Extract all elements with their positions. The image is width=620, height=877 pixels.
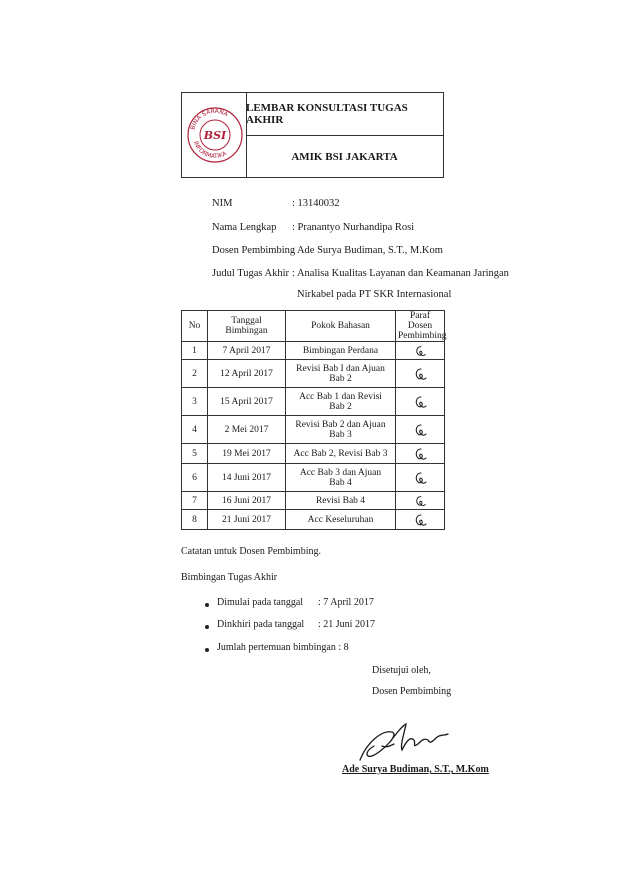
bsi-logo-mark: BSI — [203, 129, 227, 142]
cell-topic — [286, 444, 396, 464]
document-title: LEMBAR KONSULTASI TUGAS AKHIR — [246, 102, 408, 126]
cell-topic-line1: Acc Bab 1 dan Revisi — [299, 391, 382, 402]
cell-date: 19 Mei 2017 — [208, 444, 286, 464]
advisor-value: : Ade Surya Budiman, S.T., M.Kom — [292, 245, 443, 256]
nim-value: : 13140032 — [292, 198, 340, 209]
table-header-row — [182, 311, 445, 342]
cell-topic-line2: Bab 4 — [329, 477, 352, 488]
cell-date: 16 Juni 2017 — [208, 492, 286, 510]
cell-topic — [286, 510, 396, 530]
cell-topic — [286, 416, 396, 444]
cell-topic — [286, 464, 396, 492]
cell-topic-line1: Revisi Bab 2 dan Ajuan — [295, 419, 386, 430]
cell-topic-line2: Bab 2 — [329, 373, 352, 384]
paraf-signature — [396, 444, 445, 464]
svg-text:BINA SARANA: BINA SARANA — [189, 107, 230, 131]
table-row — [182, 464, 445, 492]
col-header-no: No — [182, 311, 208, 342]
cell-topic-line1: Acc Keseluruhan — [307, 514, 374, 525]
col-header-topic: Pokok Bahasan — [286, 311, 396, 342]
handwritten-signature — [352, 712, 472, 772]
cell-topic-line2: Bab 2 — [329, 401, 352, 412]
cell-no: 3 — [182, 388, 208, 416]
advisor-label: Dosen Pembimbing — [212, 245, 296, 256]
thesis-value-line1: : Analisa Kualitas Layanan dan Keamanan Jaringan — [292, 268, 509, 279]
paraf-signature — [396, 416, 445, 444]
nim-label: NIM — [212, 198, 233, 209]
name-value: : Pranantyo Nurhandipa Rosi — [292, 222, 415, 233]
bullet-icon — [205, 625, 209, 629]
cell-no: 8 — [182, 510, 208, 530]
start-label: Dimulai pada tanggal — [217, 597, 304, 608]
cell-topic-line1: Bimbingan Perdana — [302, 345, 379, 356]
cell-no: 7 — [182, 492, 208, 510]
bullet-icon — [205, 603, 209, 607]
institution-name: AMIK BSI JAKARTA — [291, 150, 398, 163]
table-row — [182, 360, 445, 388]
signer-name: Ade Surya Budiman, S.T., M.Kom — [342, 764, 489, 775]
table-row — [182, 510, 445, 530]
thesis-value-line2: Nirkabel pada PT SKR Internasional — [297, 289, 452, 300]
consultation-table — [181, 310, 445, 530]
approver-role: Dosen Pembimbing — [372, 686, 452, 697]
name-label: Nama Lengkap — [212, 222, 277, 233]
cell-no: 4 — [182, 416, 208, 444]
catatan-note: Catatan untuk Dosen Pembimbing. — [181, 546, 321, 557]
cell-no: 1 — [182, 342, 208, 360]
approved-by: Disetujui oleh, — [372, 665, 431, 676]
cell-no: 5 — [182, 444, 208, 464]
table-row — [182, 388, 445, 416]
start-value: : 7 April 2017 — [318, 597, 374, 608]
table-row — [182, 342, 445, 360]
col-header-date: Tanggal Bimbingan — [208, 311, 286, 342]
col-header-paraf — [396, 311, 445, 342]
end-label: Dinkhiri pada tanggal — [217, 619, 305, 630]
cell-topic — [286, 388, 396, 416]
cell-no: 6 — [182, 464, 208, 492]
bullet-icon — [205, 648, 209, 652]
meeting-count: Jumlah pertemuan bimbingan : 8 — [217, 642, 349, 653]
paraf-signature — [396, 342, 445, 360]
cell-topic-line2: Bab 3 — [329, 429, 352, 440]
svg-text:INFORMATIKA: INFORMATIKA — [191, 140, 228, 161]
cell-date: 14 Juni 2017 — [208, 464, 286, 492]
cell-date: 15 April 2017 — [208, 388, 286, 416]
col-header-paraf-line1: Paraf Dosen — [407, 311, 433, 331]
paraf-signature — [396, 388, 445, 416]
cell-date: 7 April 2017 — [208, 342, 286, 360]
cell-date: 21 Juni 2017 — [208, 510, 286, 530]
cell-date: 12 April 2017 — [208, 360, 286, 388]
cell-topic-line1: Revisi Bab 4 — [315, 495, 366, 506]
table-row — [182, 444, 445, 464]
table-row — [182, 416, 445, 444]
cell-topic-line1: Revisi Bab I dan Ajuan — [296, 363, 385, 374]
cell-topic — [286, 342, 396, 360]
paraf-signature — [396, 492, 445, 510]
end-value: : 21 Juni 2017 — [318, 619, 375, 630]
cell-no: 2 — [182, 360, 208, 388]
paraf-signature — [396, 464, 445, 492]
cell-topic — [286, 360, 396, 388]
paraf-signature — [396, 360, 445, 388]
paraf-signature — [396, 510, 445, 530]
bimbingan-title: Bimbingan Tugas Akhir — [181, 572, 278, 583]
thesis-label: Judul Tugas Akhir — [212, 268, 290, 279]
cell-topic — [286, 492, 396, 510]
cell-topic-line1: Acc Bab 3 dan Ajuan — [299, 467, 382, 478]
document-header — [181, 92, 444, 178]
cell-date: 2 Mei 2017 — [208, 416, 286, 444]
table-row — [182, 492, 445, 510]
cell-topic-line1: Acc Bab 2, Revisi Bab 3 — [293, 448, 388, 459]
col-header-paraf-line2: Pembimbing — [398, 331, 447, 341]
bsi-logo — [186, 96, 244, 174]
